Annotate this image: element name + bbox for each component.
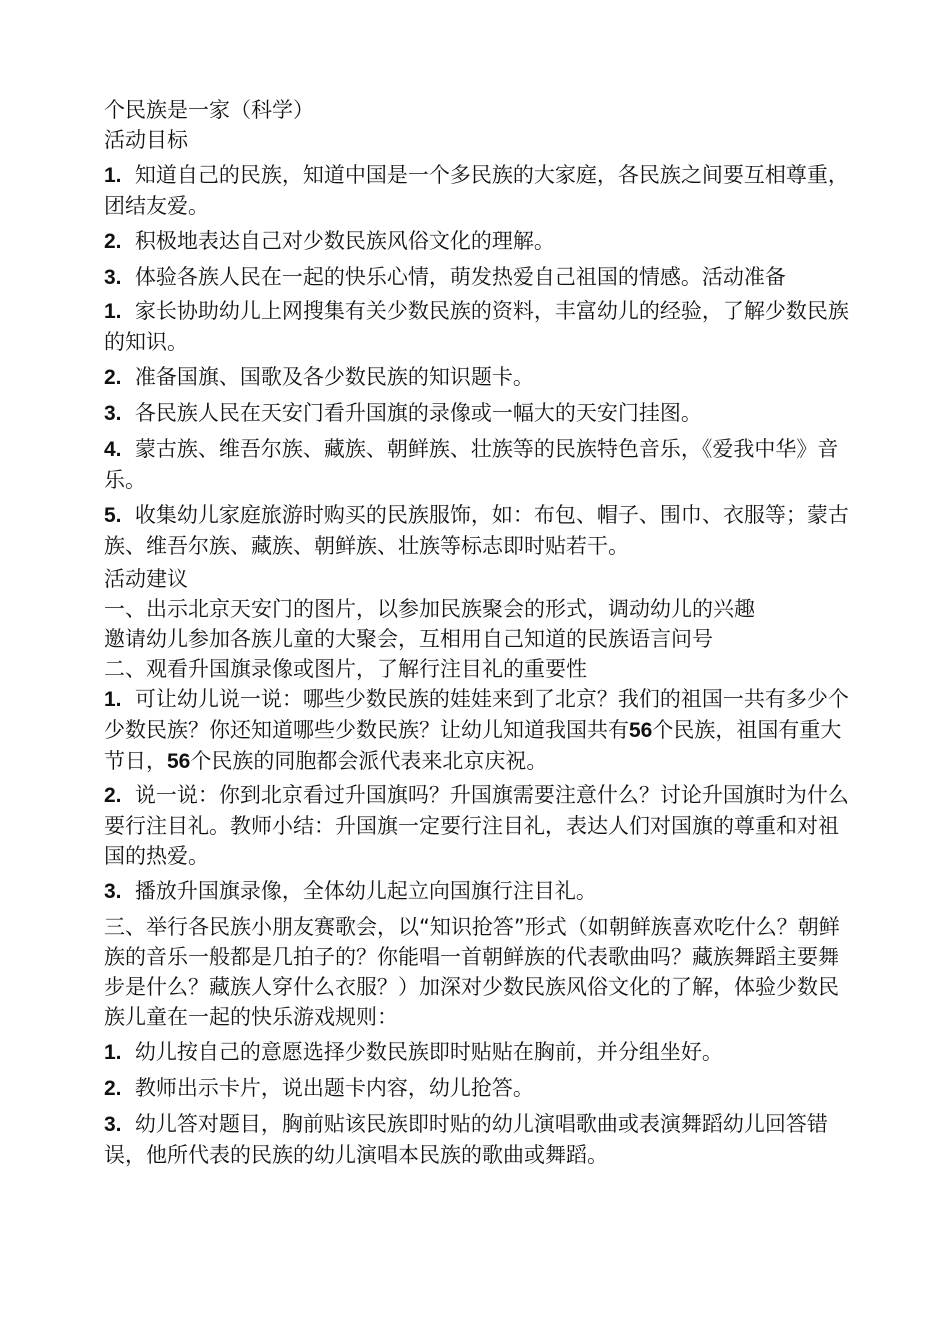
list-item: 2. 准备国旗、国歌及各少数民族的知识题卡。 [104,365,534,389]
list-item: 1. 可让幼儿说一说：哪些少数民族的娃娃来到了北京？我们的祖国一共有多少个少数民族？你还知道哪些少数民族？让幼儿知道我国共有56个民族，祖国有重大节日，56个民族的同胞都会派代表来北京庆祝。 [104,687,849,773]
list-item: 5. 收集幼儿家庭旅游时购买的民族服饰，如：布包、帽子、围巾、衣服等；蒙古族、维吾尔族、藏族、朝鲜族、壮族等标志即时贴若干。 [104,503,849,558]
step-one-text: 邀请幼儿参加各族儿童的大聚会，互相用自己知道的民族语言问号 [104,627,713,651]
step-two-list [104,684,856,907]
list-item: 1. 家长协助幼儿上网搜集有关少数民族的资料，丰富幼儿的经验，了解少数民族的知识。 [104,299,849,354]
section-heading-suggestions: 活动建议 [104,567,188,591]
list-item: 3. 播放升国旗录像，全体幼儿起立向国旗行注目礼。 [104,879,597,903]
step-three-list [104,1037,856,1170]
list-item: 3. 幼儿答对题目，胸前贴该民族即时贴的幼儿演唱歌曲或表演舞蹈幼儿回答错误，他所代表的民族的幼儿演唱本民族的歌曲或舞蹈。 [104,1112,828,1167]
document-title: 个民族是一家（科学） [104,98,314,122]
list-item: 2. 积极地表达自己对少数民族风俗文化的理解。 [104,229,555,253]
list-item: 1. 幼儿按自己的意愿选择少数民族即时贴贴在胸前，并分组坐好。 [104,1040,723,1064]
prep-list [104,296,856,561]
list-item: 3. 体验各族人民在一起的快乐心情，萌发热爱自己祖国的情感。活动准备 [104,265,786,289]
list-item: 3. 各民族人民在天安门看升国旗的录像或一幅大的天安门挂图。 [104,401,702,425]
list-item: 4. 蒙古族、维吾尔族、藏族、朝鲜族、壮族等的民族特色音乐，《爱我中华》音乐。 [104,437,839,492]
document-body [104,95,856,1173]
list-item: 2. 说一说：你到北京看过升国旗吗？升国旗需要注意什么？讨论升国旗时为什么要行注目礼。教师小结：升国旗一定要行注目礼，表达人们对国旗的尊重和对祖国的热爱。 [104,783,849,868]
step-one-heading: 一、出示北京天安门的图片，以参加民族聚会的形式，调动幼儿的兴趣 [104,597,755,621]
list-item: 2. 教师出示卡片，说出题卡内容，幼儿抢答。 [104,1076,534,1100]
step-two-heading: 二、观看升国旗录像或图片，了解行注目礼的重要性 [104,657,587,681]
goals-list [104,160,856,293]
section-heading-goals: 活动目标 [104,128,188,152]
step-three-text: 三、举行各民族小朋友赛歌会，以“知识抢答”形式（如朝鲜族喜欢吃什么？朝鲜族的音乐一般都是几拍子的？你能唱一首朝鲜族的代表歌曲吗？藏族舞蹈主要舞步是什么？藏族人穿什么衣服？）加深对少数民族风俗文化的了解，体验少数民族儿童在一起的快乐游戏规则： [104,915,840,1029]
list-item: 1. 知道自己的民族，知道中国是一个多民族的大家庭，各民族之间要互相尊重，团结友爱。 [104,163,849,218]
